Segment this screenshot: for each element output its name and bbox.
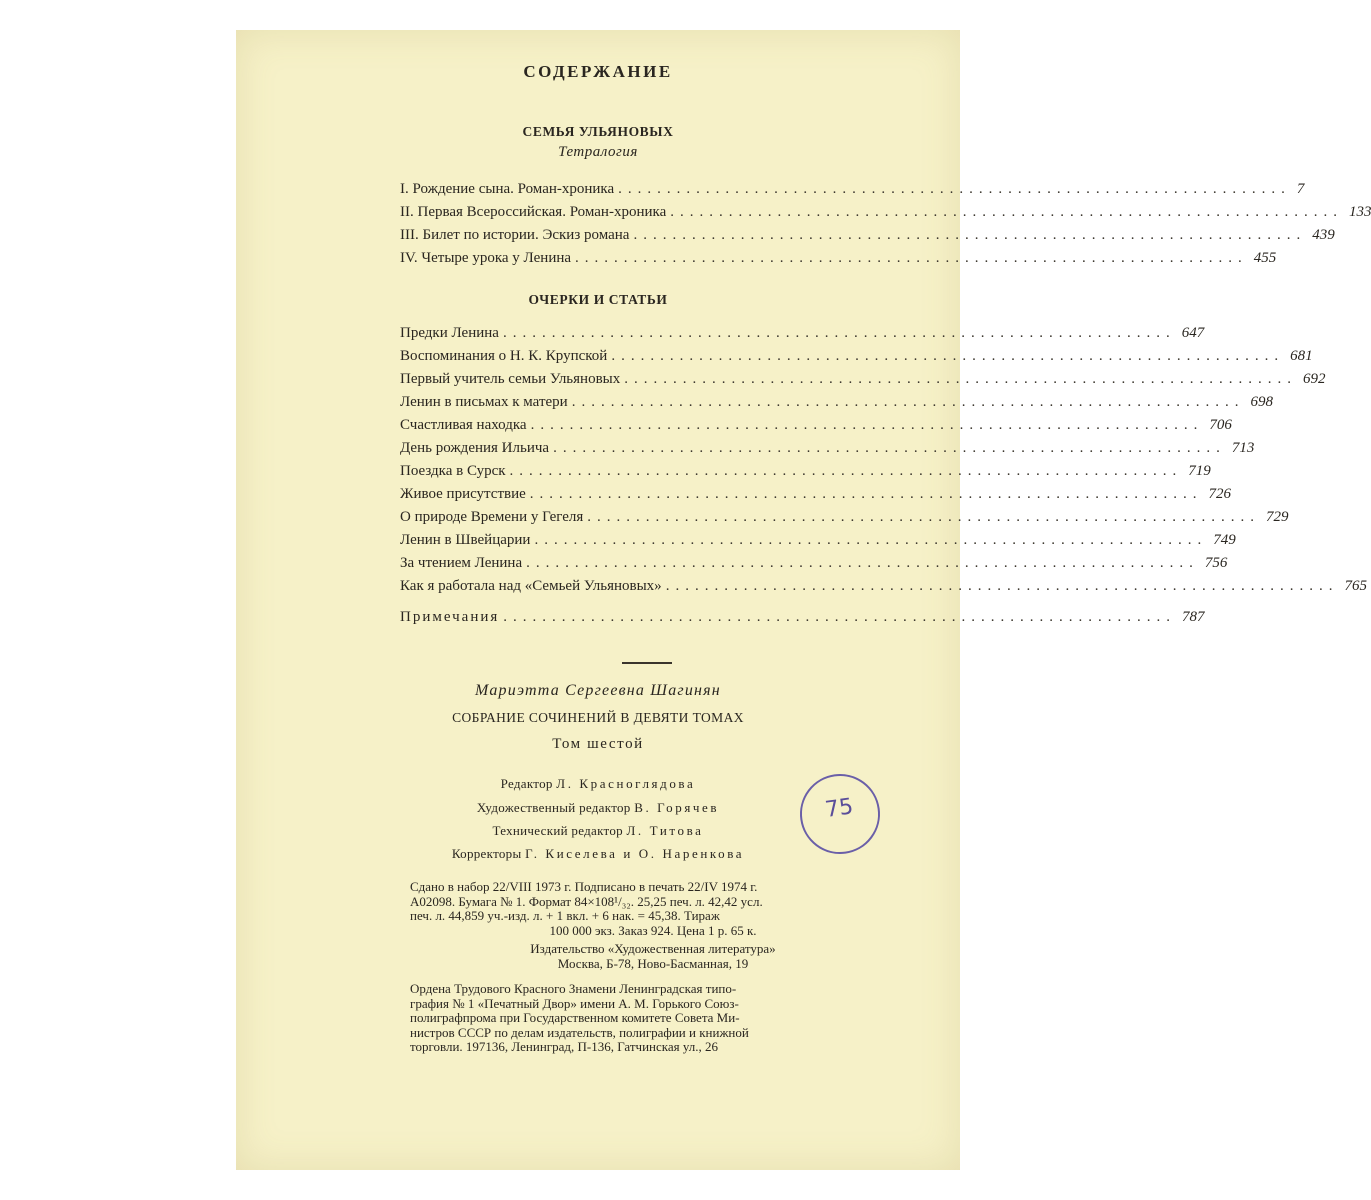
dot-leader: ..................................................................... (526, 555, 1199, 571)
toc-entry-page: 439 (1312, 227, 1335, 243)
toc-entry-page: 647 (1181, 325, 1205, 341)
toc-entry-page: 681 (1290, 348, 1313, 364)
credit-name: Л. Титова (626, 823, 704, 838)
toc-entry (400, 506, 1289, 529)
toc-entry-page: 698 (1250, 394, 1273, 410)
toc-entry-title: Предки Ленина (400, 325, 499, 341)
toc-entry (400, 552, 1228, 575)
dot-leader: ..................................................................... (665, 578, 1339, 594)
toc-entry (400, 391, 1273, 414)
toc-entry (400, 460, 1211, 483)
imprint-line: 100 000 экз. Заказ 924. Цена 1 р. 65 к. (549, 922, 757, 938)
toc-entry-page: 756 (1204, 555, 1228, 571)
toc-entry-title: Первый учитель семьи Ульяновых (400, 371, 621, 387)
dot-leader: ..................................................................... (503, 609, 1177, 625)
publisher-line: Москва, Б-78, Ново-Басманная, 19 (557, 955, 749, 971)
toc-entry-title: День рождения Ильича (400, 440, 550, 456)
printer-line: Ордена Трудового Красного Знамени Ленинградская типо- (410, 981, 737, 996)
toc-entry (400, 368, 1326, 391)
toc-entry-page: 713 (1231, 440, 1255, 456)
toc-entry-page: 726 (1208, 486, 1232, 502)
printer-line: нистров СССР по делам издательств, полиграфии и книжной (410, 1024, 749, 1040)
printer-block (410, 982, 896, 1055)
toc-entry (400, 201, 1371, 224)
toc-entry-title: О природе Времени у Гегеля (400, 509, 584, 525)
toc-entry (400, 437, 1255, 460)
dot-leader: ..................................................................... (670, 204, 1343, 220)
dot-leader: ..................................................................... (553, 440, 1226, 456)
credit-name: Л. Красноглядова (556, 776, 696, 791)
imprint-line: А02098. Бумага № 1. Формат 84×108¹/₃₂. 25,25 печ. л. 42,42 усл. (410, 893, 763, 909)
section1-subtitle: Тетралогия (558, 144, 638, 160)
dot-leader: ..................................................................... (633, 227, 1307, 243)
toc-entry-title: II. Первая Всероссийская. Роман-хроника (400, 204, 667, 220)
toc-entry-title: Примечания (400, 609, 500, 625)
section1-title: СЕМЬЯ УЛЬЯНОВЫХ (522, 124, 674, 139)
dot-leader: ..................................................................... (509, 463, 1183, 479)
toc-entry-title: Ленин в письмах к матери (400, 394, 568, 410)
toc-entry-title: Как я работала над «Семьей Ульяновых» (400, 578, 662, 594)
toc-entry-page: 455 (1253, 250, 1277, 266)
toc-entry (400, 322, 1205, 345)
toc-entry-title: I. Рождение сына. Роман-хроника (400, 181, 615, 197)
credit-role: Художественный редактор (476, 800, 631, 815)
publisher-block (410, 942, 896, 971)
toc-entry (400, 224, 1335, 247)
toc-entry-title: Воспоминания о Н. К. Крупской (400, 348, 608, 364)
author-name: Мариэтта Сергеевна Шагинян (475, 682, 721, 699)
printer-line: торговли. 197136, Ленинград, П-136, Гатчинская ул., 26 (410, 1039, 719, 1054)
publisher-line: Издательство «Художественная литература» (530, 941, 776, 956)
credit-role: Редактор (500, 776, 553, 791)
dot-leader: ..................................................................... (502, 325, 1176, 341)
divider (622, 662, 672, 664)
credit-name: В. Горячев (634, 800, 720, 815)
section2-title: ОЧЕРКИ И СТАТЬИ (528, 292, 668, 307)
toc-entry-title: Поездка в Сурск (400, 463, 506, 479)
toc-entry-page: 765 (1344, 578, 1367, 594)
toc-entry-title: III. Билет по истории. Эскиз романа (400, 227, 630, 243)
page-heading: СОДЕРЖАНИЕ (523, 62, 673, 81)
toc-entry-title: IV. Четыре урока у Ленина (400, 250, 572, 266)
toc-entry-title: За чтением Ленина (400, 555, 523, 571)
volume-title: Том шестой (552, 736, 644, 752)
toc-entry-page: 719 (1188, 463, 1211, 479)
imprint-line: Сдано в набор 22/VIII 1973 г. Подписано в печать 22/IV 1974 г. (410, 879, 758, 894)
dot-leader: ..................................................................... (624, 371, 1297, 387)
credit-role: Корректоры (451, 846, 522, 861)
dot-leader: ..................................................................... (530, 417, 1204, 433)
dot-leader: ..................................................................... (571, 394, 1245, 410)
toc-entry-page: 692 (1303, 371, 1326, 387)
dot-leader: ..................................................................... (575, 250, 1248, 266)
stamp-number: 75 (823, 794, 855, 823)
dot-leader: ..................................................................... (611, 348, 1285, 364)
toc-entry (400, 178, 1305, 201)
toc-entry-page: 749 (1213, 532, 1236, 548)
toc-entry (400, 414, 1232, 437)
dot-leader: ..................................................................... (618, 181, 1291, 197)
toc-entry-page: 706 (1209, 417, 1232, 433)
toc-entry (400, 247, 1277, 270)
toc-entry-page: 7 (1296, 181, 1305, 197)
toc-entry (400, 575, 1367, 598)
imprint-block (410, 880, 896, 938)
toc-entry (400, 529, 1236, 552)
dot-leader: ..................................................................... (587, 509, 1261, 525)
toc-entry-title: Счастливая находка (400, 417, 527, 433)
toc-entry-page: 729 (1266, 509, 1289, 525)
credit-role: Технический редактор (492, 823, 623, 838)
imprint-line: печ. л. 44,859 уч.-изд. л. + 1 вкл. + 6 нак. = 45,38. Тираж (410, 908, 720, 923)
toc-entry-page: 133 (1348, 204, 1371, 220)
dot-leader: ..................................................................... (534, 532, 1208, 548)
collection-title: СОБРАНИЕ СОЧИНЕНИЙ В ДЕВЯТИ ТОМАХ (452, 710, 744, 725)
toc-entry-title: Живое присутствие (400, 486, 526, 502)
printer-line: полиграфпрома при Государственном комитете Совета Ми- (410, 1010, 740, 1025)
credit-name: Г. Киселева и О. Наренкова (525, 846, 745, 861)
printer-line: графия № 1 «Печатный Двор» имени А. М. Горького Союз- (410, 995, 739, 1011)
book-page (236, 30, 1371, 1170)
dot-leader: ..................................................................... (529, 486, 1203, 502)
toc-entry-title: Ленин в Швейцарии (400, 532, 531, 548)
toc-entry-notes (400, 606, 1205, 629)
toc-entry (400, 345, 1313, 368)
toc-entry (400, 483, 1232, 506)
toc-entry-page: 787 (1182, 609, 1205, 625)
